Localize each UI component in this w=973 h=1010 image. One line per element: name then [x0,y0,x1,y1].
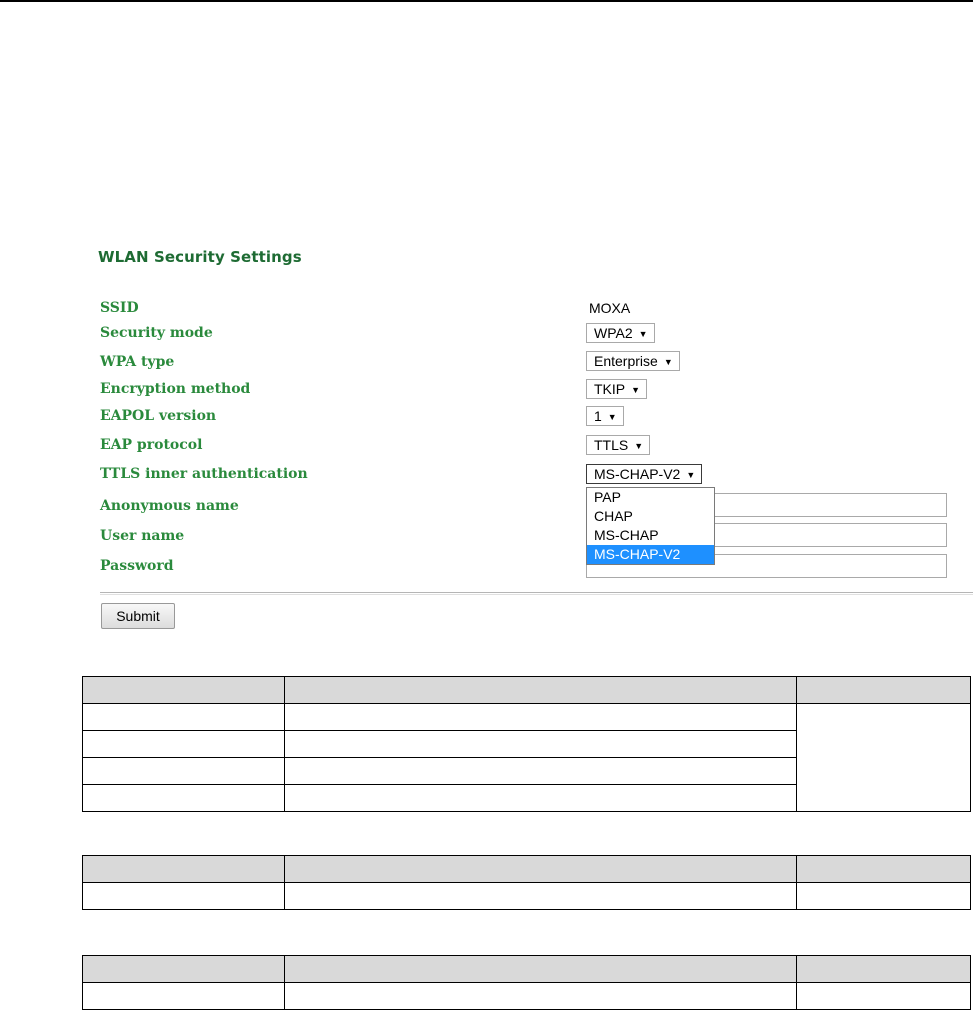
chevron-down-icon: ▼ [634,441,644,451]
parameter-table-2 [82,855,971,910]
wpa-type-value: Enterprise [594,353,658,369]
security-mode-label: Security mode [100,325,213,341]
table-cell [83,883,285,910]
table-cell [83,758,285,785]
page-title: WLAN Security Settings [98,248,302,266]
encryption-method-value: TKIP [594,381,626,397]
dropdown-option[interactable]: PAP [594,489,621,505]
submit-button[interactable]: Submit [101,603,175,629]
ttls-inner-auth-value: MS-CHAP-V2 [594,466,681,482]
anonymous-name-label: Anonymous name [100,498,239,514]
ttls-inner-auth-label: TTLS inner authentication [100,466,308,482]
table-row [83,983,971,1010]
table-cell [285,731,797,758]
table-header-row [83,856,971,883]
chevron-down-icon: ▼ [631,385,641,395]
eap-protocol-label: EAP protocol [100,437,203,453]
dropdown-option[interactable]: CHAP [594,508,633,524]
user-name-label: User name [100,528,185,544]
table-cell [285,758,797,785]
ssid-label: SSID [100,300,139,316]
eapol-version-label: EAPOL version [100,408,217,424]
top-border [0,0,973,2]
ttls-dropdown-list [586,487,715,565]
table-header-cell [797,677,971,704]
security-mode-value: WPA2 [594,325,633,341]
table-header-cell [797,956,971,983]
parameter-table-1 [82,676,971,812]
chevron-down-icon: ▼ [663,357,673,367]
divider-shadow [100,594,973,595]
table-header-cell [285,677,797,704]
table-cell [83,983,285,1010]
eap-protocol-select[interactable] [586,435,650,455]
table-cell [285,983,797,1010]
table-row [83,883,971,910]
eap-protocol-value: TTLS [594,437,629,453]
encryption-method-select[interactable] [586,379,647,399]
wpa-type-select[interactable] [586,351,680,371]
parameter-table-3 [82,955,971,1010]
dropdown-option-highlighted[interactable]: MS-CHAP-V2 [587,545,714,564]
table-cell [285,785,797,812]
table-cell [285,883,797,910]
table-header-row [83,956,971,983]
table-cell [797,883,971,910]
chevron-down-icon: ▼ [686,470,696,480]
divider [100,592,973,593]
eapol-version-select[interactable] [586,406,624,426]
table-header-cell [285,956,797,983]
encryption-method-label: Encryption method [100,381,251,397]
dropdown-option[interactable]: MS-CHAP [594,527,659,543]
table-cell [285,704,797,731]
table-cell [83,704,285,731]
chevron-down-icon: ▼ [638,329,648,339]
wpa-type-label: WPA type [100,354,175,370]
table-cell [797,983,971,1010]
chevron-down-icon: ▼ [607,412,617,422]
table-header-cell [83,956,285,983]
table-header-row [83,677,971,704]
table-header-cell [83,677,285,704]
security-mode-select[interactable] [586,323,655,343]
table-header-cell [285,856,797,883]
eapol-version-value: 1 [594,408,602,424]
password-label: Password [100,558,174,574]
table-row [83,704,971,731]
ssid-value: MOXA [589,300,631,316]
table-header-cell [797,856,971,883]
ttls-inner-auth-select[interactable] [586,464,702,484]
table-cell [83,731,285,758]
table-header-cell [83,856,285,883]
table-cell-merged [797,704,971,812]
table-cell [83,785,285,812]
